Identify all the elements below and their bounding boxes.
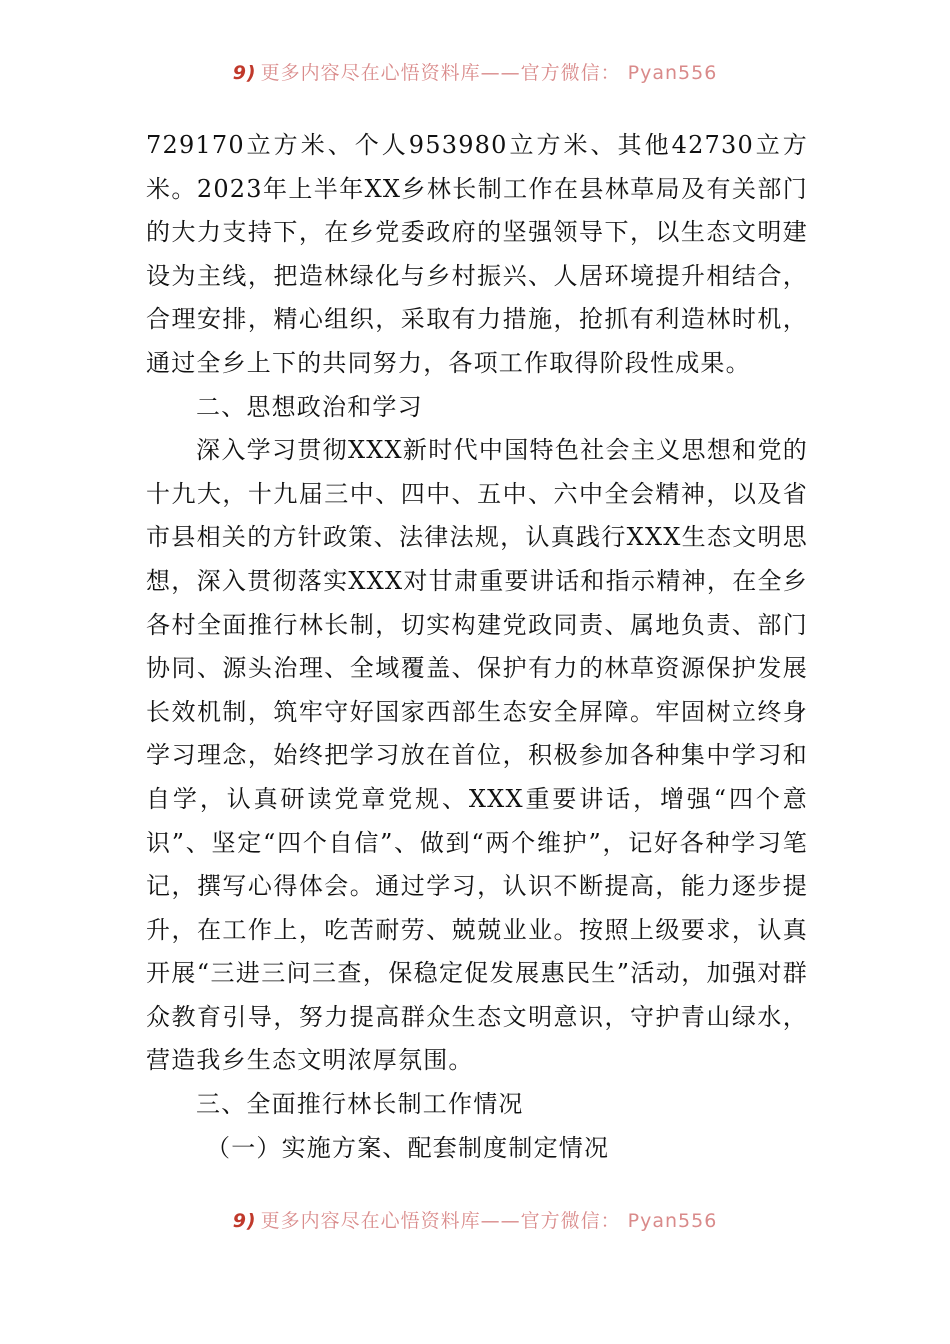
section-heading-2: 二、思想政治和学习	[196, 392, 423, 421]
watermark-header	[0, 58, 950, 88]
watermark-text: 更多内容尽在心悟资料库——官方微信： Pyan556	[260, 62, 718, 84]
watermark-logo-icon: 9)	[232, 62, 257, 84]
watermark-logo-icon: 9)	[232, 1210, 257, 1232]
subsection-heading-1: （一）实施方案、配套制度制定情况	[206, 1133, 610, 1162]
section-heading-3: 三、全面推行林长制工作情况	[196, 1090, 524, 1119]
paragraph-study: 深入学习贯彻XXX新时代中国特色社会主义思想和党的十九大，十九届三中、四中、五中、六中全会精神，以及省市县相关的方针政策、法律法规，认真践行XXX生态文明思想，深入贯彻落实XXX对甘肃重要讲话和指示精神，在全乡各村全面推行林长制，切实构建党政同责、属地负责、部门协同、源头治理、全域覆盖、保护有力的林草资源保护发展长效机制，筑牢守好国家西部生态安全屏障。牢固树立终身学习理念，始终把学习放在首位，积极参加各种集中学习和自学，认真研读党章党规、XXX重要讲话，增强“四个意识”、坚定“四个自信”、做到“两个维护”，记好各种学习笔记，撰写心得体会。通过学习，认识不断提高，能力逐步提升，在工作上，吃苦耐劳、兢兢业业。按照上级要求，认真开展“三进三问三查，保稳定促发展惠民生”活动，加强对群众教育引导，努力提高群众生态文明意识，守护青山绿水，营造我乡生态文明浓厚氛围。	[146, 436, 808, 1075]
watermark-text: 更多内容尽在心悟资料库——官方微信： Pyan556	[260, 1210, 718, 1232]
watermark-footer	[0, 1206, 950, 1236]
paragraph-intro: 729170立方米、个人953980立方米、其他42730立方米。2023年上半年XX乡林长制工作在县林草局及有关部门的大力支持下，在乡党委政府的坚强领导下，以生态文明建设为主线，把造林绿化与乡村振兴、人居环境提升相结合，合理安排，精心组织，采取有力措施，抢抓有利造林时机，通过全乡上下的共同努力，各项工作取得阶段性成果。	[146, 131, 808, 377]
document-body	[146, 124, 808, 1170]
